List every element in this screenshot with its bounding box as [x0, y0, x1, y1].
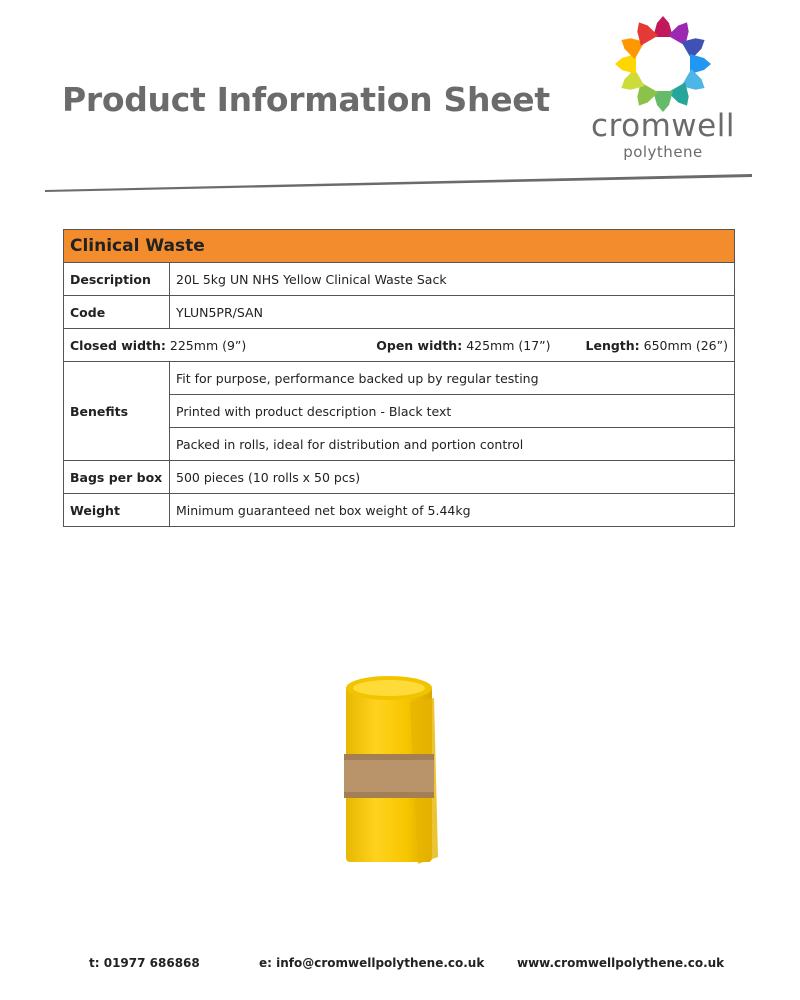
table-row: [64, 263, 735, 296]
weight-label: Weight: [64, 494, 170, 527]
dimensions-cell: [64, 329, 735, 362]
benefits-label: Benefits: [64, 362, 170, 461]
table-row: [64, 362, 735, 395]
bags-per-box-value: 500 pieces (10 rolls x 50 pcs): [170, 461, 735, 494]
benefit-item: Printed with product description - Black text: [170, 395, 735, 428]
length: Length: 650mm (26”): [585, 337, 728, 353]
description-value: 20L 5kg UN NHS Yellow Clinical Waste Sack: [170, 263, 735, 296]
open-width: Open width: 425mm (17”): [376, 337, 551, 353]
product-image-yellow-sack-roll: [338, 672, 444, 868]
description-label: Description: [64, 263, 170, 296]
product-info-table: [63, 229, 735, 527]
footer-website[interactable]: www.cromwellpolythene.co.uk: [517, 956, 725, 970]
footer: [0, 956, 800, 976]
bags-per-box-label: Bags per box: [64, 461, 170, 494]
weight-value: Minimum guaranteed net box weight of 5.44kg: [170, 494, 735, 527]
code-label: Code: [64, 296, 170, 329]
table-row: [64, 329, 735, 362]
logo-petal: [637, 22, 658, 45]
code-value: YLUN5PR/SAN: [170, 296, 735, 329]
brand-logo: [578, 14, 748, 164]
brand-subtitle: polythene: [623, 143, 703, 161]
table-row: [64, 461, 735, 494]
benefit-item: Packed in rolls, ideal for distribution and portion control: [170, 428, 735, 461]
footer-email[interactable]: e: info@cromwellpolythene.co.uk: [259, 956, 485, 970]
cromwell-flower-icon: [608, 14, 718, 114]
table-row: [64, 296, 735, 329]
table-row: [64, 494, 735, 527]
page-title: Product Information Sheet: [62, 80, 550, 119]
table-heading: Clinical Waste: [64, 230, 735, 263]
closed-width: Closed width: 225mm (9”): [70, 337, 247, 353]
benefit-item: Fit for purpose, performance backed up by regular testing: [170, 362, 735, 395]
brand-name: cromwell: [591, 108, 735, 144]
header-divider: [45, 172, 752, 192]
footer-phone: t: 01977 686868: [89, 956, 200, 970]
